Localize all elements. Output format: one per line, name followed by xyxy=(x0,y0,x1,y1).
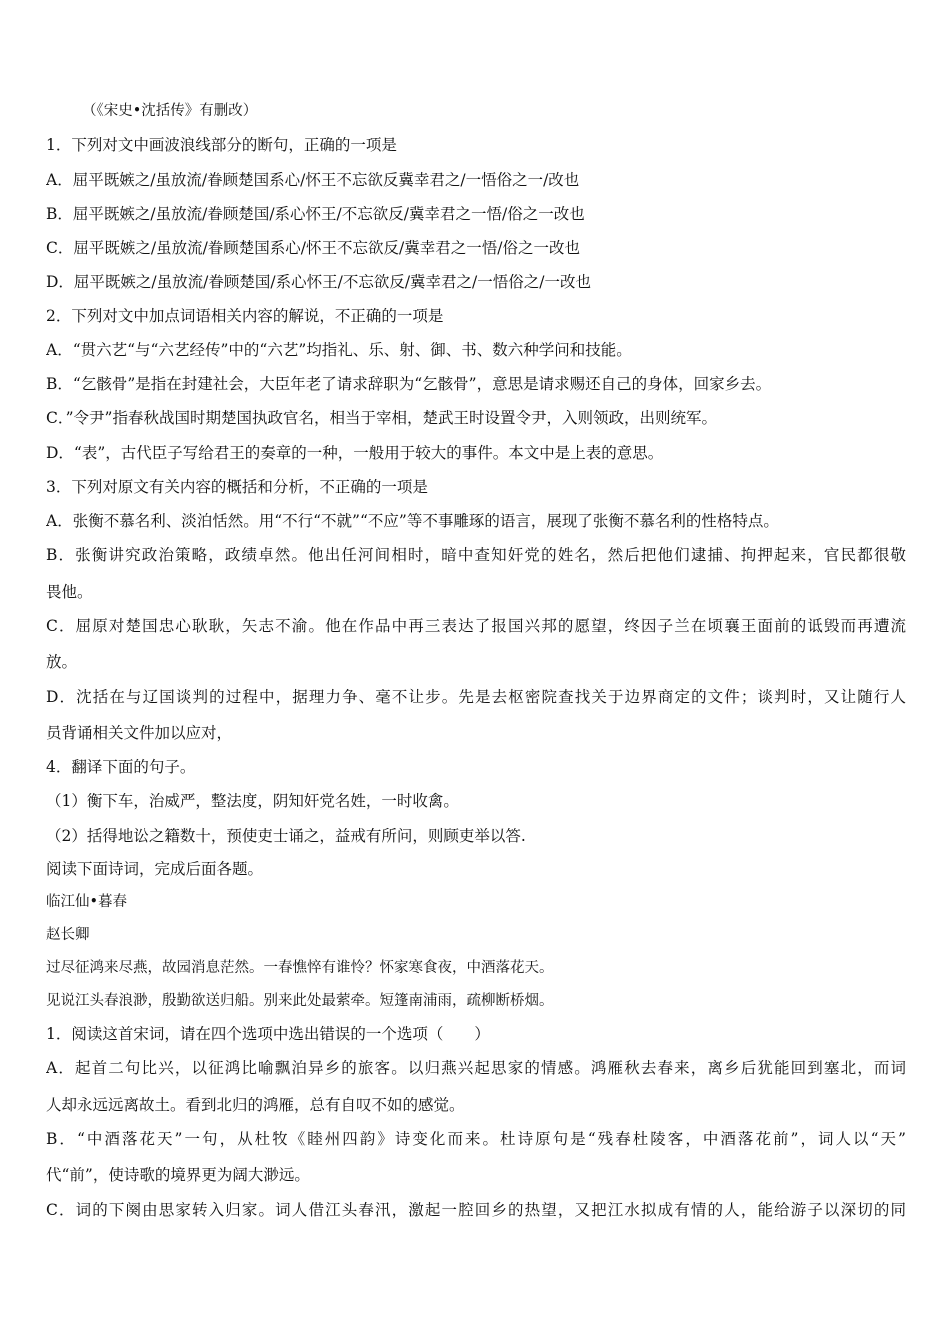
poem-q1-option-a-line2: 人却永远远离故土。看到北归的鸿雁，总有自叹不如的感觉。 xyxy=(46,1096,465,1114)
q2-option-a: A．“贯六艺“与“六艺经传”中的“六艺”均指礼、乐、射、御、书、数六种学问和技能。 xyxy=(46,341,632,359)
source-note: （《宋史•沈括传》有删改） xyxy=(82,103,258,119)
q2-option-c: C．”令尹”指春秋战国时期楚国执政官名，相当于宰相，楚武王时设置令尹，入则领政，出则统军。 xyxy=(46,409,717,427)
q2-option-d: D．“表”，古代臣子写给君王的奏章的一种，一般用于较大的事件。本文中是上表的意思。 xyxy=(46,444,664,462)
poem-intro: 阅读下面诗词，完成后面各题。 xyxy=(46,860,264,878)
q3-option-a: A．张衡不慕名利、淡泊恬然。用“不行“不就”“不应”等不事雕琢的语言，展现了张衡不慕名利的性格特点。 xyxy=(46,512,779,530)
poem-q1-option-b-line2: 代“前”，使诗歌的境界更为阔大渺远。 xyxy=(46,1166,310,1184)
poem-q1-stem: 1．阅读这首宋词，请在四个选项中选出错误的一个选项（ ） xyxy=(46,1025,490,1043)
q3-stem: 3．下列对原文有关内容的概括和分析，不正确的一项是 xyxy=(46,478,428,496)
q4-sentence-1: （1）衡下车，治威严，整法度，阴知奸党名姓，一时收禽。 xyxy=(46,792,459,810)
poem-author: 赵长卿 xyxy=(46,927,90,943)
q1-stem: 1．下列对文中画波浪线部分的断句，正确的一项是 xyxy=(46,136,397,154)
poem-q1-option-b-line1: B．“中酒落花天”一句，从杜牧《睦州四韵》诗变化而来。杜诗原句是“残春杜陵客，中酒落花前”，词人以“天” xyxy=(46,1130,906,1148)
q2-stem: 2．下列对文中加点词语相关内容的解说，不正确的一项是 xyxy=(46,307,444,325)
q3-option-c-line2: 放。 xyxy=(46,653,78,671)
poem-line-1: 过尽征鸿来尽燕，故园消息茫然。一春憔悴有谁怜？怀家寒食夜，中酒落花天。 xyxy=(46,960,554,976)
q1-option-d: D．屈平既嫉之/虽放流/眷顾楚国/系心怀王/不忘欲反/冀幸君之/一悟俗之/一改也 xyxy=(46,273,591,291)
q3-option-b-line2: 畏他。 xyxy=(46,583,93,601)
q1-option-a: A．屈平既嫉之/虽放流/眷顾楚国系心/怀王不忘欲反冀幸君之/一悟俗之一/改也 xyxy=(46,171,580,189)
q1-option-b: B．屈平既嫉之/虽放流/眷顾楚国/系心怀王/不忘欲反/冀幸君之一悟/俗之一改也 xyxy=(46,205,585,223)
poem-q1-option-c-line1: C．词的下阕由思家转入归家。词人借江头春汛，激起一腔回乡的热望，又把江水拟成有情的人，能给游子以深切的同 xyxy=(46,1201,906,1219)
q4-stem: 4．翻译下面的句子。 xyxy=(46,758,196,776)
q3-option-d-line2: 员背诵相关文件加以应对， xyxy=(46,724,233,742)
q2-option-b: B．“乞骸骨”是指在封建社会，大臣年老了请求辞职为“乞骸骨”，意思是请求赐还自己的身体，回家乡去。 xyxy=(46,375,772,393)
q1-option-c: C．屈平既嫉之/虽放流/眷顾楚国系心/怀王不忘欲反/冀幸君之一悟/俗之一改也 xyxy=(46,239,580,257)
q3-option-d-line1: D．沈括在与辽国谈判的过程中，据理力争、毫不让步。先是去枢密院查找关于边界商定的文件；谈判时，又让随行人 xyxy=(46,688,906,706)
q3-option-b-line1: B．张衡讲究政治策略，政绩卓然。他出任河间相时，暗中查知奸党的姓名，然后把他们逮捕、拘押起来，官民都很敬 xyxy=(46,546,906,564)
poem-q1-option-a-line1: A．起首二句比兴，以征鸿比喻飘泊异乡的旅客。以归燕兴起思家的情感。鸿雁秋去春来，离乡后犹能回到塞北，而词 xyxy=(46,1059,906,1077)
q4-sentence-2: （2）括得地讼之籍数十，预使吏士诵之，益戒有所问，则顾吏举以答. xyxy=(46,827,526,845)
poem-title: 临江仙•暮春 xyxy=(46,894,128,910)
poem-line-2: 见说江头春浪渺，殷勤欲送归船。别来此处最萦牵。短篷南浦雨，疏柳断桥烟。 xyxy=(46,993,554,1009)
q3-option-c-line1: C．屈原对楚国忠心耿耿，矢志不渝。他在作品中再三表达了报国兴邦的愿望，终因子兰在顷襄王面前的诋毁而再遭流 xyxy=(46,617,906,635)
